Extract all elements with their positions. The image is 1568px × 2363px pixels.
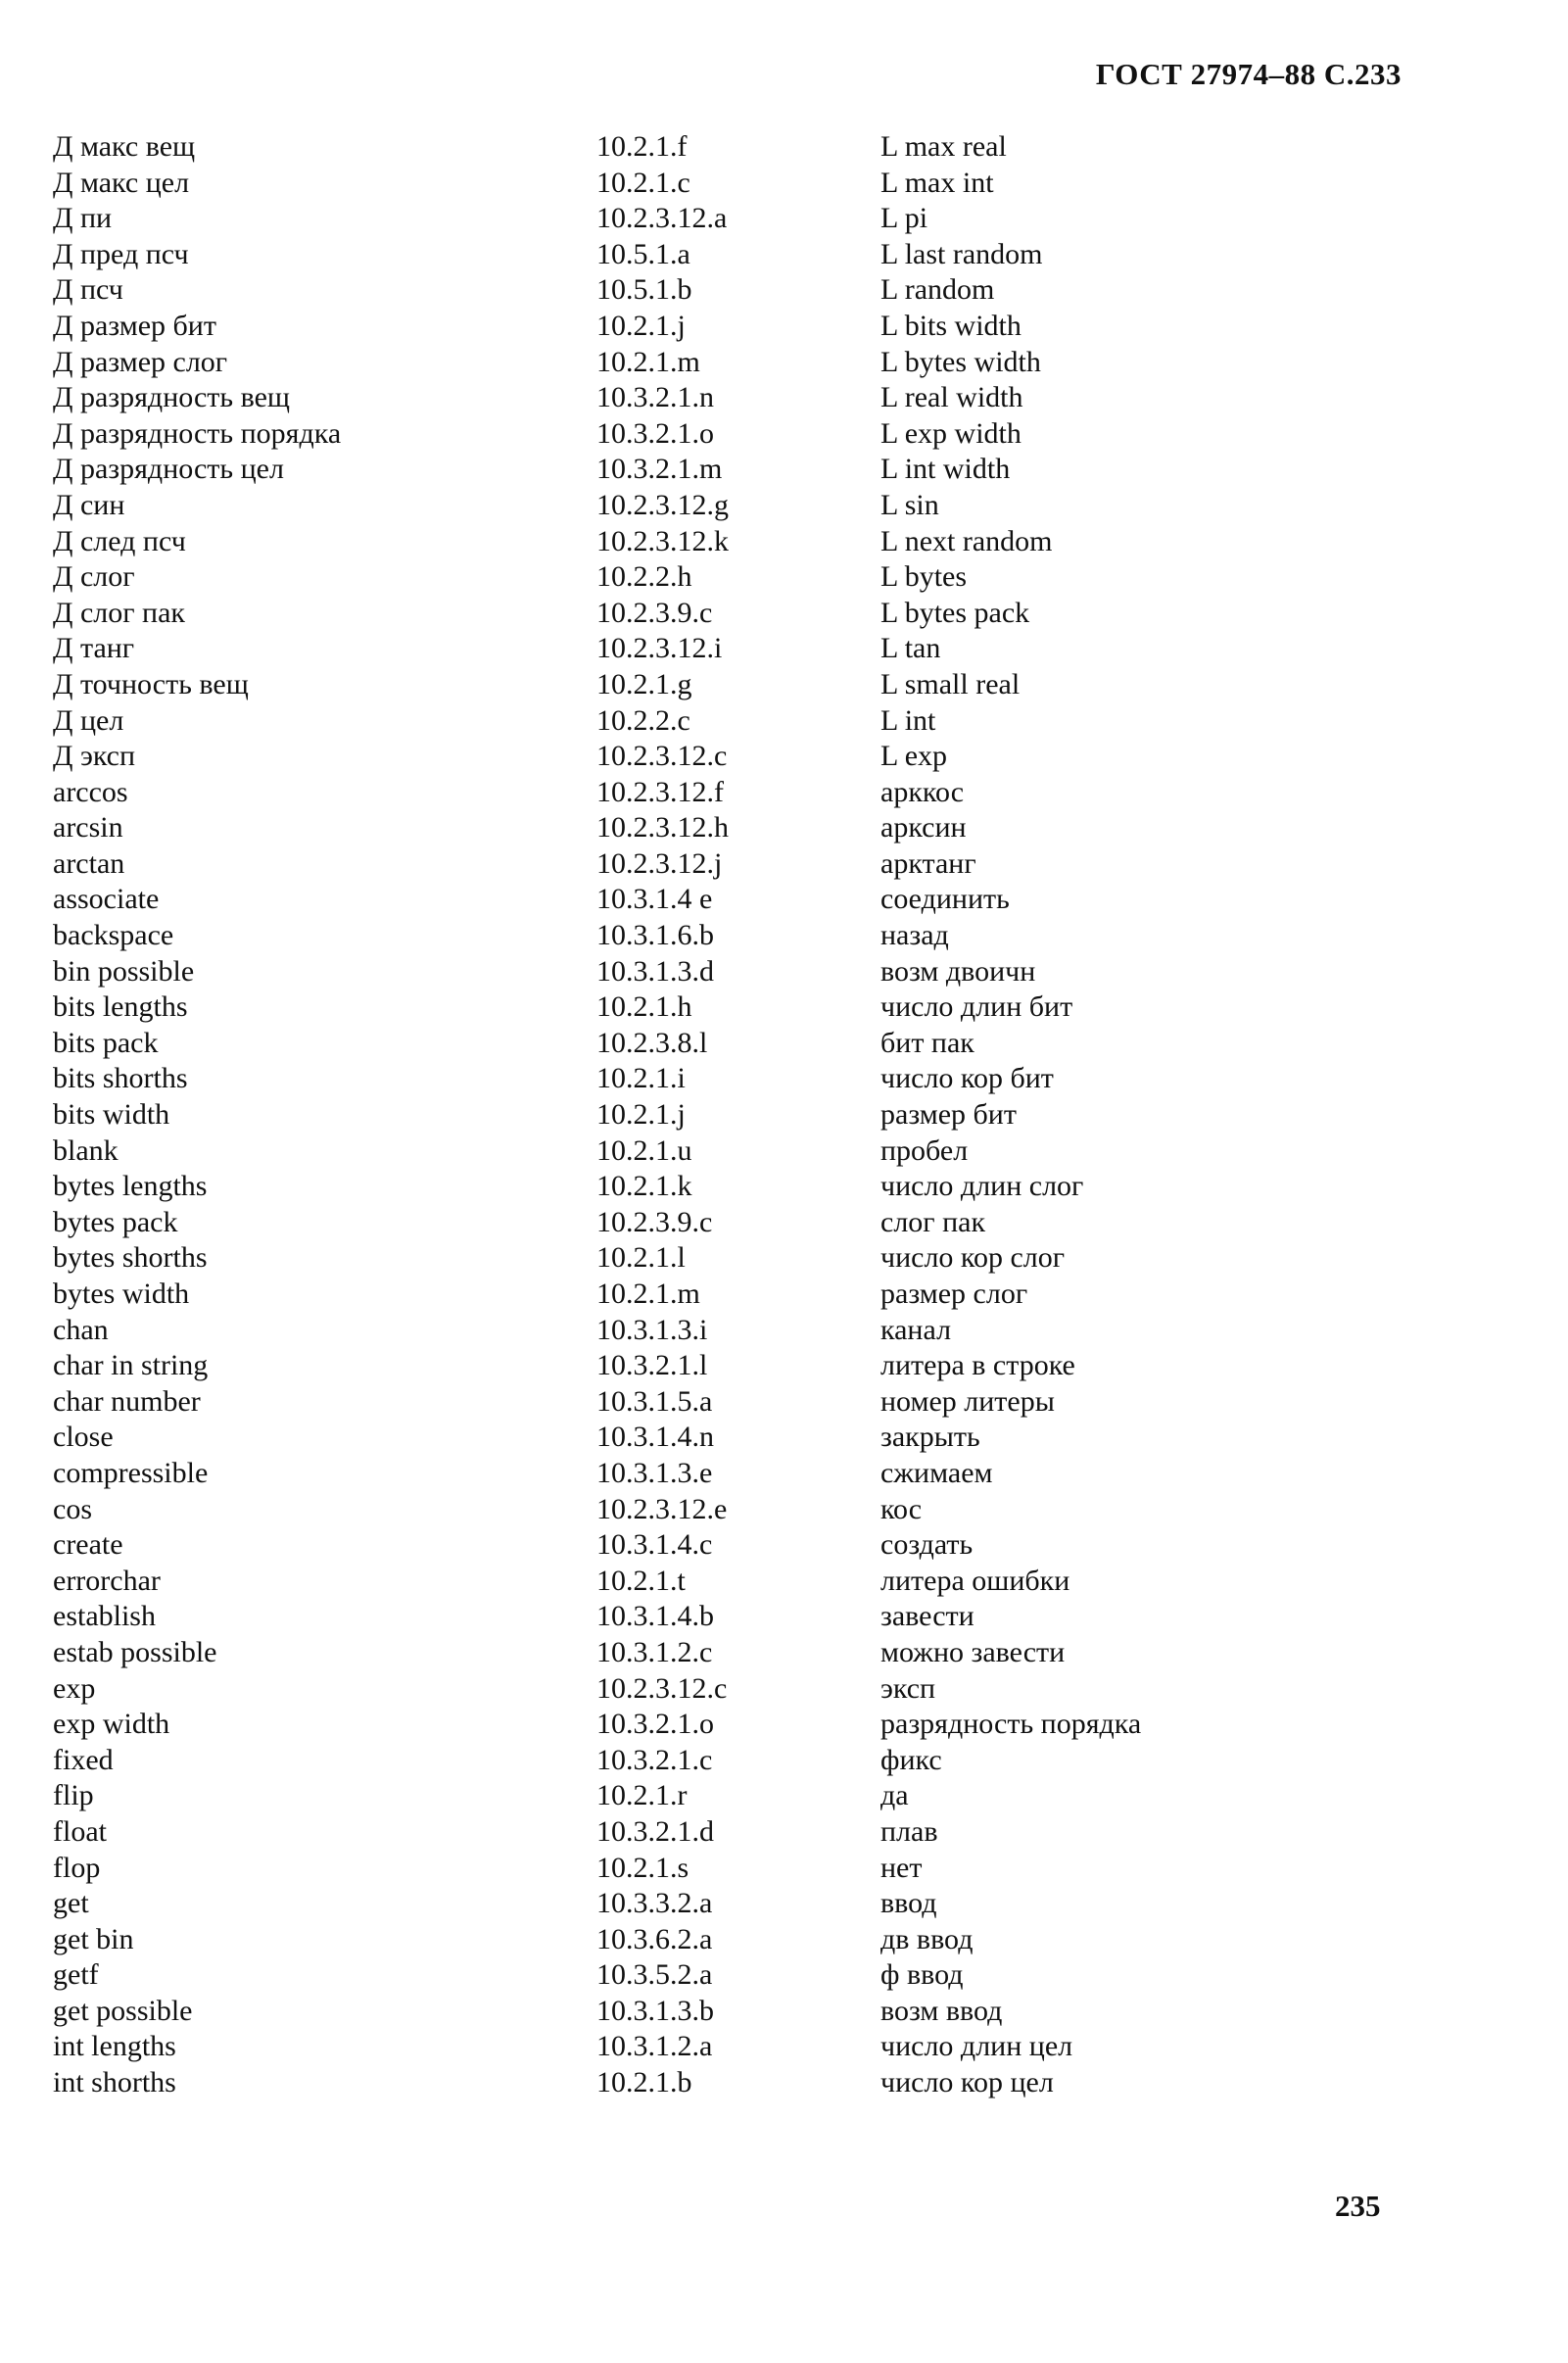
index-term: Д макс цел [53,166,190,199]
index-row [53,1707,1228,1743]
section-reference: 10.2.1.k [596,1170,692,1203]
index-term: bytes pack [53,1205,178,1238]
index-term: associate [53,883,160,916]
translation-term: число кор цел [880,2066,1054,2099]
translation-term: число длин бит [880,990,1073,1024]
index-term: chan [53,1313,109,1346]
translation-term: L int [880,703,936,737]
index-row [53,1313,1228,1349]
section-reference: 10.2.1.j [596,1098,686,1132]
index-row [53,596,1228,632]
index-row [53,1922,1228,1958]
index-term: Д цел [53,703,124,737]
index-row [53,1097,1228,1133]
translation-term: закрыть [880,1421,980,1454]
index-term: Д размер бит [53,309,216,342]
translation-term: арксин [880,811,967,844]
index-row [53,1492,1228,1528]
translation-term: эксп [880,1671,936,1705]
index-row [53,129,1228,166]
section-reference: 10.3.2.1.o [596,1708,714,1741]
section-reference: 10.3.1.4 e [596,883,713,916]
index-term: Д след псч [53,524,186,557]
index-term: Д слог пак [53,596,185,629]
index-row [53,1384,1228,1421]
index-row [53,882,1228,918]
index-row [53,2029,1228,2065]
index-row [53,1205,1228,1241]
index-term: get [53,1887,89,1920]
index-row [53,954,1228,990]
index-row [53,345,1228,381]
section-reference: 10.3.5.2.a [596,1958,713,1992]
index-row [53,237,1228,273]
translation-term: L max int [880,166,994,199]
section-reference: 10.2.3.12.j [596,846,723,880]
index-row [53,452,1228,488]
index-term: Д танг [53,632,135,665]
index-table [53,129,1228,2101]
translation-term: L int width [880,453,1011,486]
index-row [53,166,1228,202]
index-term: char number [53,1384,201,1418]
index-row [53,1133,1228,1170]
section-reference: 10.2.3.8.l [596,1026,708,1059]
section-reference: 10.2.1.m [596,1278,700,1310]
translation-term: размер бит [880,1098,1017,1132]
translation-term: число длин слог [880,1170,1084,1203]
translation-term: кос [880,1492,923,1525]
translation-term: слог пак [880,1205,986,1238]
section-reference: 10.3.1.2.c [596,1635,713,1668]
section-reference: 10.3.1.3.e [596,1456,713,1489]
translation-term: возм ввод [880,1994,1003,2027]
section-reference: 10.2.3.12.a [596,202,728,235]
index-term: Д псч [53,273,123,307]
section-reference: 10.5.1.b [596,273,692,307]
index-row [53,1026,1228,1062]
index-row [53,380,1228,416]
translation-term: литера в строке [880,1349,1075,1382]
section-reference: 10.3.2.1.d [596,1814,714,1848]
section-reference: 10.2.1.l [596,1241,686,1275]
section-reference: 10.2.1.b [596,2066,692,2099]
index-term: bytes shorths [53,1241,208,1275]
section-reference: 10.2.3.12.h [596,811,729,844]
index-term: exp [53,1671,96,1705]
translation-term: L max real [880,130,1007,163]
index-row [53,201,1228,237]
section-reference: 10.3.2.1.l [596,1349,708,1382]
translation-term: сжимаем [880,1456,993,1489]
index-row [53,416,1228,453]
translation-term: L bytes pack [880,596,1030,629]
translation-term: соединить [880,883,1010,916]
section-reference: 10.2.3.12.k [596,524,729,557]
section-reference: 10.3.1.4.n [596,1421,714,1454]
index-term: bytes lengths [53,1170,208,1203]
section-reference: 10.3.1.4.c [596,1528,713,1562]
translation-term: L bits width [880,309,1022,342]
section-reference: 10.3.1.2.a [596,2030,713,2063]
translation-term: число кор слог [880,1241,1066,1275]
translation-term: число длин цел [880,2030,1073,2063]
index-term: Д размер слог [53,345,228,378]
index-term: bits width [53,1098,170,1132]
translation-term: ввод [880,1887,937,1920]
index-term: blank [53,1133,119,1167]
index-term: backspace [53,919,174,952]
section-reference: 10.2.2.h [596,560,692,594]
section-reference: 10.2.1.u [596,1133,692,1167]
page-number: 235 [1335,2189,1381,2223]
translation-term: дв ввод [880,1922,974,1955]
translation-term: L real width [880,381,1023,414]
section-reference: 10.2.3.9.c [596,1205,713,1238]
section-reference: 10.3.2.1.o [596,416,714,450]
section-reference: 10.2.1.m [596,345,700,378]
section-reference: 10.2.3.12.i [596,632,723,665]
index-term: bin possible [53,954,195,988]
section-reference: 10.2.1.j [596,309,686,342]
index-row [53,1778,1228,1814]
index-term: bits lengths [53,990,188,1024]
index-term: flop [53,1851,101,1884]
translation-term: L random [880,273,995,307]
section-reference: 10.3.2.1.n [596,381,714,414]
translation-term: пробел [880,1133,969,1167]
index-row [53,1456,1228,1492]
index-row [53,272,1228,309]
section-reference: 10.2.1.s [596,1851,689,1884]
index-row [53,739,1228,775]
section-reference: 10.2.3.12.c [596,1671,728,1705]
index-term: errorchar [53,1564,161,1597]
translation-term: бит пак [880,1026,974,1059]
index-term: int lengths [53,2030,176,2063]
index-row [53,2065,1228,2101]
index-row [53,775,1228,811]
index-row [53,631,1228,667]
index-term: Д разрядность вещ [53,381,291,414]
section-reference: 10.3.1.4.b [596,1600,714,1633]
index-term: Д слог [53,560,135,594]
index-term: arcsin [53,811,123,844]
translation-term: разрядность порядка [880,1708,1142,1741]
index-term: flip [53,1779,94,1812]
index-term: fixed [53,1743,114,1776]
section-reference: 10.3.1.6.b [596,919,714,952]
section-reference: 10.2.1.t [596,1564,686,1597]
section-reference: 10.5.1.a [596,237,690,270]
index-row [53,1277,1228,1313]
index-term: arctan [53,846,125,880]
translation-term: назад [880,919,949,952]
index-term: bytes width [53,1278,190,1310]
index-row [53,1635,1228,1671]
index-row [53,1994,1228,2030]
index-row [53,1671,1228,1708]
translation-term: число кор бит [880,1062,1054,1095]
index-term: Д разрядность порядка [53,416,342,450]
section-reference: 10.3.2.1.c [596,1743,713,1776]
section-reference: 10.2.1.g [596,667,692,700]
index-row [53,1169,1228,1205]
section-reference: 10.3.2.1.m [596,453,723,486]
index-term: char in string [53,1349,209,1382]
translation-term: номер литеры [880,1384,1055,1418]
index-row [53,559,1228,596]
translation-term: завести [880,1600,974,1633]
index-row [53,989,1228,1026]
index-row [53,524,1228,560]
section-reference: 10.2.3.12.c [596,740,728,773]
translation-term: фикс [880,1743,942,1776]
section-reference: 10.3.1.3.b [596,1994,714,2027]
translation-term: арктанг [880,846,976,880]
translation-term: L bytes width [880,345,1041,378]
section-reference: 10.3.6.2.a [596,1922,713,1955]
page-header: ГОСТ 27974–88 С.233 [1095,57,1402,91]
index-row [53,810,1228,846]
translation-term: ф ввод [880,1958,964,1992]
translation-term: да [880,1779,909,1812]
index-term: Д макс вещ [53,130,196,163]
index-row [53,1240,1228,1277]
index-row [53,667,1228,703]
index-row [53,1527,1228,1564]
index-row [53,918,1228,954]
index-term: Д пред псч [53,237,189,270]
index-term: bits pack [53,1026,159,1059]
index-term: Д разрядность цел [53,453,284,486]
index-term: Д син [53,488,125,521]
section-reference: 10.2.3.9.c [596,596,713,629]
section-reference: 10.3.3.2.a [596,1887,713,1920]
index-term: close [53,1421,114,1454]
translation-term: L bytes [880,560,968,594]
translation-term: создать [880,1528,974,1562]
translation-term: размер слог [880,1278,1028,1310]
index-term: float [53,1814,107,1848]
index-row [53,1348,1228,1384]
translation-term: L exp width [880,416,1022,450]
index-term: Д пи [53,202,113,235]
index-row [53,1420,1228,1456]
index-row [53,488,1228,524]
index-term: cos [53,1492,92,1525]
index-row [53,703,1228,740]
index-term: Д точность вещ [53,667,249,700]
index-row [53,1814,1228,1851]
section-reference: 10.2.3.12.f [596,775,724,808]
index-row [53,1564,1228,1600]
index-row [53,1886,1228,1922]
index-row [53,1599,1228,1635]
translation-term: нет [880,1851,923,1884]
translation-term: можно завести [880,1635,1066,1668]
index-row [53,1743,1228,1779]
index-term: establish [53,1600,156,1633]
translation-term: L small real [880,667,1021,700]
translation-term: L exp [880,740,948,773]
index-row [53,1957,1228,1994]
index-term: get bin [53,1922,134,1955]
section-reference: 10.2.2.c [596,703,690,737]
index-term: Д эксп [53,740,136,773]
section-reference: 10.2.1.i [596,1062,686,1095]
section-reference: 10.2.3.12.g [596,488,729,521]
section-reference: 10.3.1.5.a [596,1384,713,1418]
translation-term: L last random [880,237,1043,270]
section-reference: 10.3.1.3.d [596,954,714,988]
index-term: int shorths [53,2066,176,2099]
translation-term: возм двоичн [880,954,1036,988]
index-term: create [53,1528,123,1562]
index-term: bits shorths [53,1062,188,1095]
section-reference: 10.2.1.r [596,1779,688,1812]
translation-term: литера ошибки [880,1564,1070,1597]
translation-term: L pi [880,202,928,235]
index-term: getf [53,1958,99,1992]
index-term: get possible [53,1994,193,2027]
index-row [53,846,1228,883]
translation-term: канал [880,1313,952,1346]
section-reference: 10.2.1.f [596,130,688,163]
section-reference: 10.3.1.3.i [596,1313,708,1346]
index-row [53,1061,1228,1097]
translation-term: L next random [880,524,1053,557]
index-row [53,309,1228,345]
index-term: compressible [53,1456,209,1489]
index-row [53,1851,1228,1887]
translation-term: L tan [880,632,941,665]
translation-term: плав [880,1814,938,1848]
index-term: exp width [53,1708,170,1741]
translation-term: арккос [880,775,965,808]
section-reference: 10.2.3.12.e [596,1492,728,1525]
index-term: estab possible [53,1635,217,1668]
index-term: arccos [53,775,128,808]
section-reference: 10.2.1.h [596,990,692,1024]
section-reference: 10.2.1.c [596,166,690,199]
translation-term: L sin [880,488,939,521]
